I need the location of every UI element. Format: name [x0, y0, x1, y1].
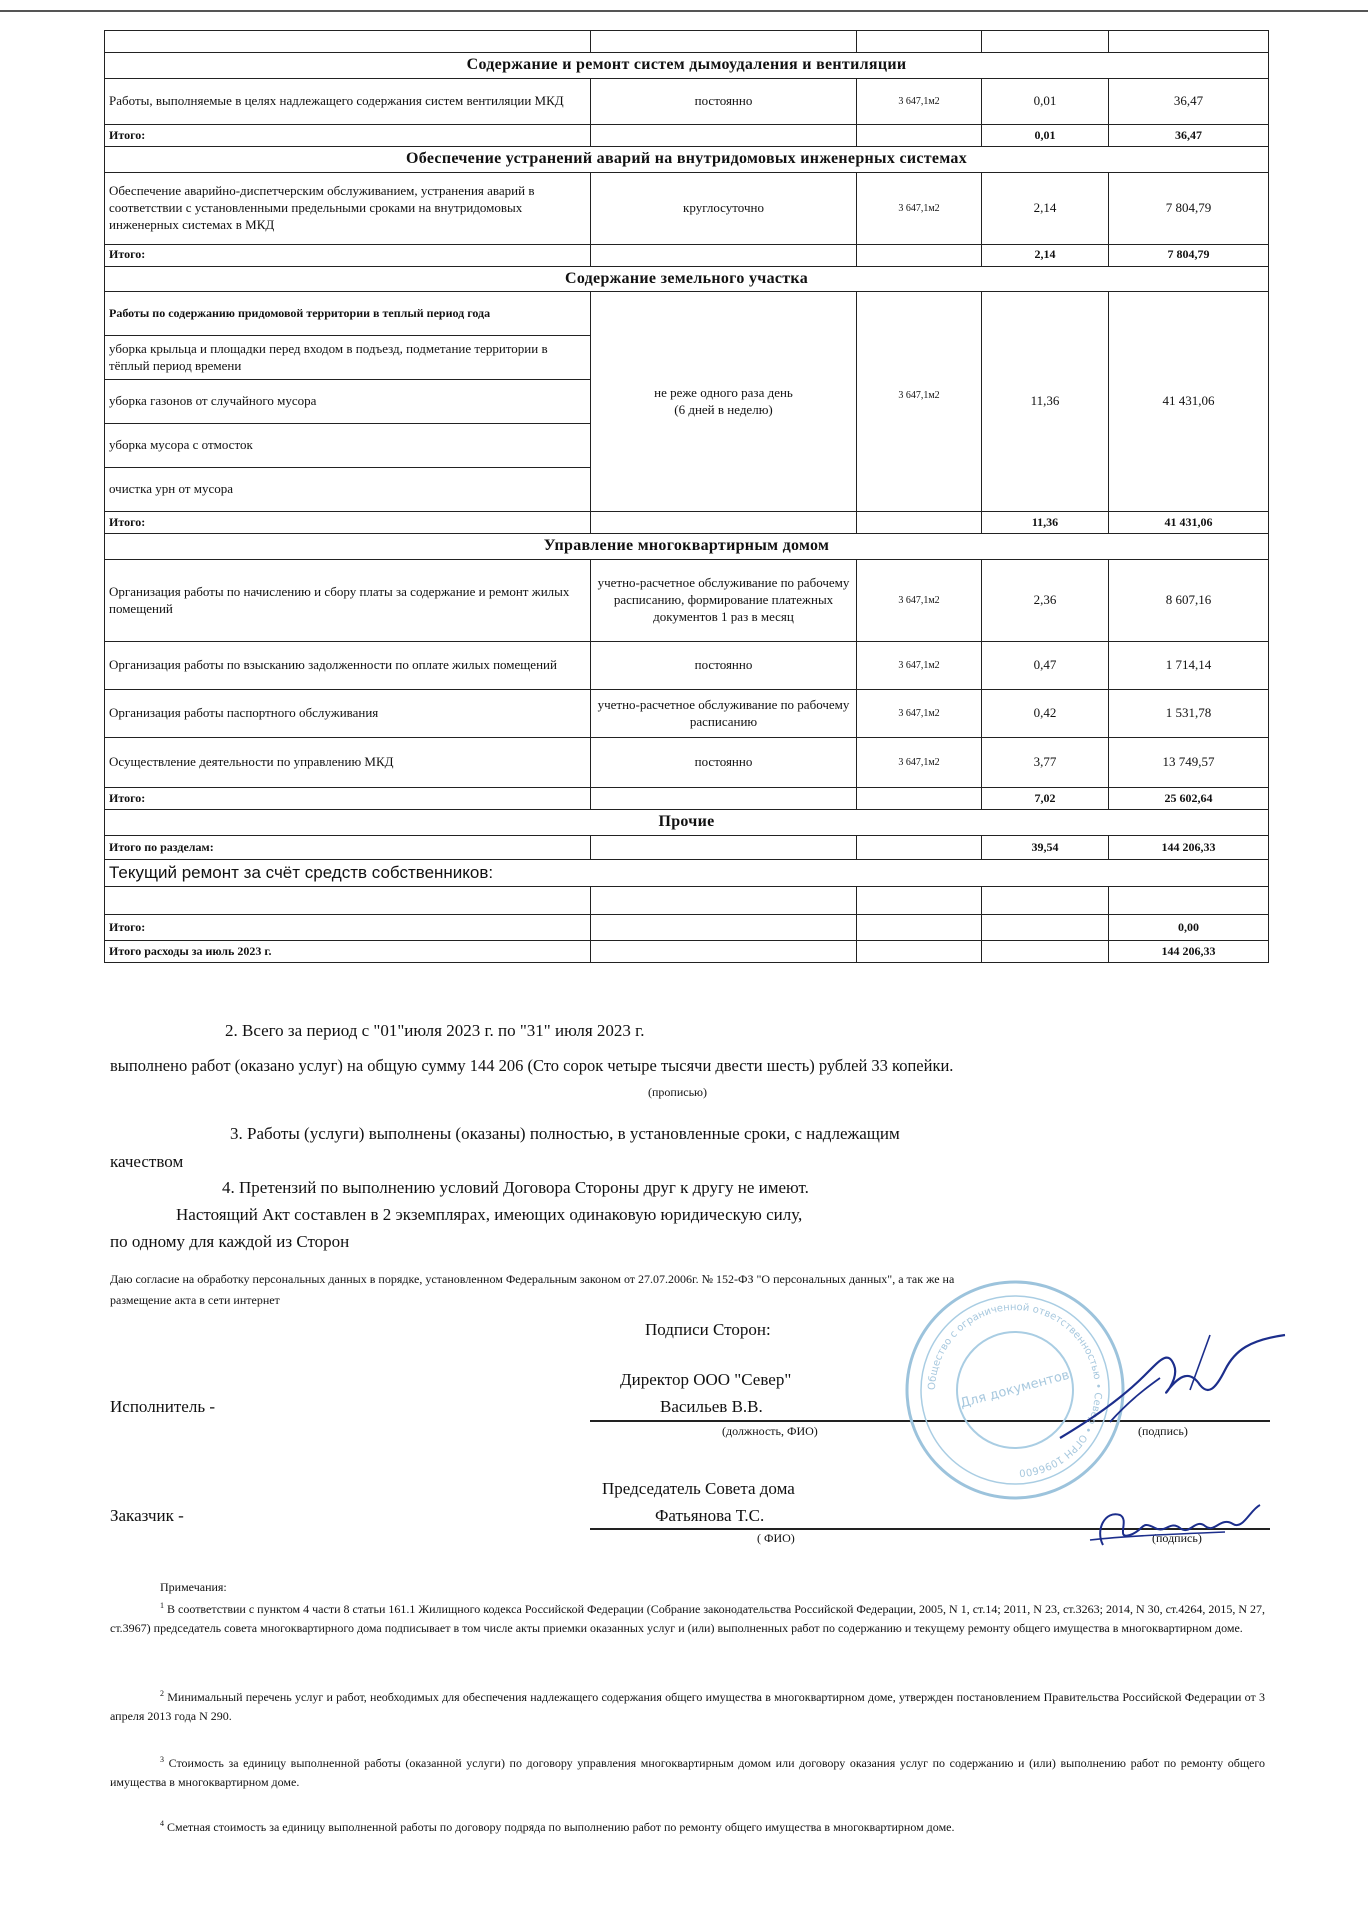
- customer-position: Председатель Совета дома: [602, 1479, 795, 1498]
- sum-cell: 8 607,16: [1109, 560, 1269, 642]
- customer-label: Заказчик -: [110, 1506, 184, 1525]
- periodicity-cell: постоянно: [591, 642, 857, 690]
- note-1-text: В соответствии с пунктом 4 части 8 статьи 161.1 Жилищного кодекса Российской Федерации (Собрание законодательства Российской Федерации, 2005, N 1, ст.14; 2011, N 23, ст.3263; 2014, N 30, ст.4264, 2015, N 27, ст.3967) председатель совета многоквартирного дома подписывает в том числе акты приемки оказанных услуг и (или) выполненных работ по содержанию и текущему ремонту общего имущества в многоквартирном доме.: [110, 1602, 1266, 1635]
- note-3: [110, 1754, 1265, 1791]
- area-cell: 3 647,1м2: [857, 738, 982, 788]
- periodicity-cell: постоянно: [591, 738, 857, 788]
- total-rate: 7,02: [982, 788, 1109, 810]
- repair-label: Текущий ремонт за счёт средств собственников:: [105, 859, 1269, 886]
- section-title: Обеспечение устранений аварий на внутридомовых инженерных системах: [105, 146, 1269, 172]
- customer-fio-hint: ( ФИО): [757, 1531, 795, 1545]
- work-cell: Обеспечение аварийно-диспетчерским обслуживанием, устранения аварий в соответствии с установленными предельными сроками на внутридомовых инженерных системах в МКД: [105, 172, 591, 244]
- notes-title: Примечания:: [160, 1580, 227, 1594]
- stamp-ring-text: Общество с ограниченной ответственностью • Север • ОГРН 1096600: [926, 1301, 1104, 1478]
- total-row: [105, 788, 1269, 810]
- section-title: Содержание и ремонт систем дымоудаления и вентиляции: [105, 53, 1269, 79]
- repair-total-label: Итого:: [105, 915, 591, 941]
- table-row: [105, 859, 1269, 886]
- paragraph-4: 4. Претензий по выполнению условий Договора Стороны друг к другу не имеют.: [222, 1178, 809, 1197]
- paragraph-5-line1: Настоящий Акт составлен в 2 экземплярах, имеющих одинаковую юридическую силу,: [176, 1205, 803, 1224]
- total-row: [105, 915, 1269, 941]
- rate-cell: 3,77: [982, 738, 1109, 788]
- work-header-cell: Работы по содержанию придомовой территории в теплый период года: [105, 292, 591, 336]
- rate-cell: 2,14: [982, 172, 1109, 244]
- work-cell: уборка газонов от случайного мусора: [105, 380, 591, 424]
- total-row: [105, 941, 1269, 963]
- total-sum: 41 431,06: [1109, 512, 1269, 534]
- total-sum: 25 602,64: [1109, 788, 1269, 810]
- note-1-number: 1: [160, 1601, 164, 1610]
- work-cell: уборка крыльца и площадки перед входом в подъезд, подметание территории в тёплый период времени: [105, 336, 591, 380]
- total-row: [105, 124, 1269, 146]
- sum-cell: 1 714,14: [1109, 642, 1269, 690]
- executor-name: Васильев В.В.: [660, 1397, 763, 1416]
- paragraph-3-line1: 3. Работы (услуги) выполнены (оказаны) полностью, в установленные сроки, с надлежащим: [230, 1124, 900, 1143]
- area-cell: 3 647,1м2: [857, 172, 982, 244]
- total-sum: 7 804,79: [1109, 244, 1269, 266]
- executor-label: Исполнитель -: [110, 1397, 215, 1416]
- work-cell: Организация работы по взысканию задолженности по оплате жилых помещений: [105, 642, 591, 690]
- rate-cell: 0,01: [982, 78, 1109, 124]
- in-words-hint: (прописью): [648, 1085, 708, 1099]
- sections-total-sum: 144 206,33: [1109, 835, 1269, 859]
- area-cell: 3 647,1м2: [857, 642, 982, 690]
- periodicity-cell: постоянно: [591, 78, 857, 124]
- section-header-row: [105, 810, 1269, 836]
- executor-position-hint: (должность, ФИО): [722, 1424, 818, 1438]
- periodicity-cell: учетно-расчетное обслуживание по рабочему расписанию, формирование платежных документов 1 раз в месяц: [591, 560, 857, 642]
- rate-cell: 0,47: [982, 642, 1109, 690]
- work-cell: Работы, выполняемые в целях надлежащего содержания систем вентиляции МКД: [105, 78, 591, 124]
- total-label: Итого:: [105, 124, 591, 146]
- stamp-center-text: Для документов: [958, 1367, 1072, 1412]
- customer-name: Фатьянова Т.С.: [655, 1506, 765, 1525]
- total-rate: 0,01: [982, 124, 1109, 146]
- section-header-row: [105, 534, 1269, 560]
- area-cell: 3 647,1м2: [857, 292, 982, 512]
- sections-total-rate: 39,54: [982, 835, 1109, 859]
- work-cell: уборка мусора с отмосток: [105, 424, 591, 468]
- section-header-row: [105, 266, 1269, 292]
- note-3-number: 3: [160, 1755, 164, 1764]
- area-cell: 3 647,1м2: [857, 690, 982, 738]
- top-rule: [0, 10, 1368, 12]
- periodicity-cell: круглосуточно: [591, 172, 857, 244]
- rate-cell: 11,36: [982, 292, 1109, 512]
- paragraph-2-line2: выполнено работ (оказано услуг) на общую сумму 144 206 (Сто сорок четыре тысячи двести шесть) рублей 33 копейки.: [110, 1056, 954, 1075]
- note-2-text: Минимальный перечень услуг и работ, необходимых для обеспечения надлежащего содержания общего имущества в многоквартирном доме, утвержден постановлением Правительства Российской Федерации от 3 апреля 2013 года N 290.: [110, 1690, 1266, 1723]
- customer-signature-icon: [1085, 1490, 1265, 1560]
- section-title: Прочие: [105, 810, 1269, 836]
- section-header-row: [105, 146, 1269, 172]
- note-4-number: 4: [160, 1819, 164, 1828]
- note-4-text: Сметная стоимость за единицу выполненной работы по договору подряда по выполнению работ по ремонту общего имущества в многоквартирном доме.: [167, 1820, 955, 1834]
- note-2-number: 2: [160, 1689, 164, 1698]
- table-row: [105, 172, 1269, 244]
- paragraph-5-line2: по одному для каждой из Сторон: [110, 1232, 350, 1251]
- services-table: [104, 30, 1269, 963]
- note-4: [110, 1818, 1265, 1837]
- table-row: [105, 887, 1269, 915]
- executor-signature-icon: [1050, 1330, 1290, 1450]
- work-cell: Организация работы паспортного обслуживания: [105, 690, 591, 738]
- repair-total-sum: 0,00: [1109, 915, 1269, 941]
- note-3-text: Стоимость за единицу выполненной работы (оказанной услуги) по договору управления многоквартирным домом или договору оказания услуг по содержанию и (или) выполнению работ по ремонту общего имущества в многоквартирном доме.: [110, 1756, 1266, 1789]
- table-row: [105, 292, 1269, 336]
- paragraph-3-line2: качеством: [110, 1152, 184, 1171]
- table-row: [105, 560, 1269, 642]
- note-1: [110, 1600, 1265, 1637]
- total-row: [105, 512, 1269, 534]
- grand-total-label: Итого расходы за июль 2023 г.: [105, 941, 591, 963]
- grand-total-sum: 144 206,33: [1109, 941, 1269, 963]
- sum-cell: 1 531,78: [1109, 690, 1269, 738]
- executor-position: Директор ООО "Север": [620, 1370, 792, 1389]
- periodicity-line: не реже одного раза день: [654, 385, 793, 400]
- total-label: Итого:: [105, 244, 591, 266]
- table-row: [105, 31, 1269, 53]
- total-row: [105, 835, 1269, 859]
- table-row: [105, 642, 1269, 690]
- sections-total-label: Итого по разделам:: [105, 835, 591, 859]
- work-cell: очистка урн от мусора: [105, 468, 591, 512]
- area-cell: 3 647,1м2: [857, 560, 982, 642]
- total-rate: 11,36: [982, 512, 1109, 534]
- note-2: [110, 1688, 1265, 1725]
- paragraph-2-line1: 2. Всего за период с "01"июля 2023 г. по "31" июля 2023 г.: [225, 1021, 645, 1040]
- consent-line1: Даю согласие на обработку персональных данных в порядке, установленном Федеральным законом от 27.07.2006г. № 152-ФЗ "О персональных данных", а так же на: [110, 1272, 955, 1286]
- sum-cell: 41 431,06: [1109, 292, 1269, 512]
- customer-signature-hint: (подпись): [1152, 1531, 1202, 1545]
- signatures-title: Подписи Сторон:: [645, 1320, 771, 1339]
- total-row: [105, 244, 1269, 266]
- work-cell: Организация работы по начислению и сбору платы за содержание и ремонт жилых помещений: [105, 560, 591, 642]
- consent-line2: размещение акта в сети интернет: [110, 1293, 280, 1307]
- section-title: Содержание земельного участка: [105, 266, 1269, 292]
- rate-cell: 2,36: [982, 560, 1109, 642]
- work-cell: Осуществление деятельности по управлению МКД: [105, 738, 591, 788]
- rate-cell: 0,42: [982, 690, 1109, 738]
- total-rate: 2,14: [982, 244, 1109, 266]
- executor-signature-hint: (подпись): [1138, 1424, 1188, 1438]
- sum-cell: 13 749,57: [1109, 738, 1269, 788]
- sum-cell: 7 804,79: [1109, 172, 1269, 244]
- periodicity-line: (6 дней в неделю): [674, 401, 773, 417]
- total-sum: 36,47: [1109, 124, 1269, 146]
- area-cell: 3 647,1м2: [857, 78, 982, 124]
- section-header-row: [105, 53, 1269, 79]
- section-title: Управление многоквартирным домом: [105, 534, 1269, 560]
- table-row: [105, 78, 1269, 124]
- total-label: Итого:: [105, 512, 591, 534]
- periodicity-cell: [591, 292, 857, 512]
- total-label: Итого:: [105, 788, 591, 810]
- table-row: [105, 738, 1269, 788]
- table-row: [105, 690, 1269, 738]
- periodicity-cell: учетно-расчетное обслуживание по рабочему расписанию: [591, 690, 857, 738]
- sum-cell: 36,47: [1109, 78, 1269, 124]
